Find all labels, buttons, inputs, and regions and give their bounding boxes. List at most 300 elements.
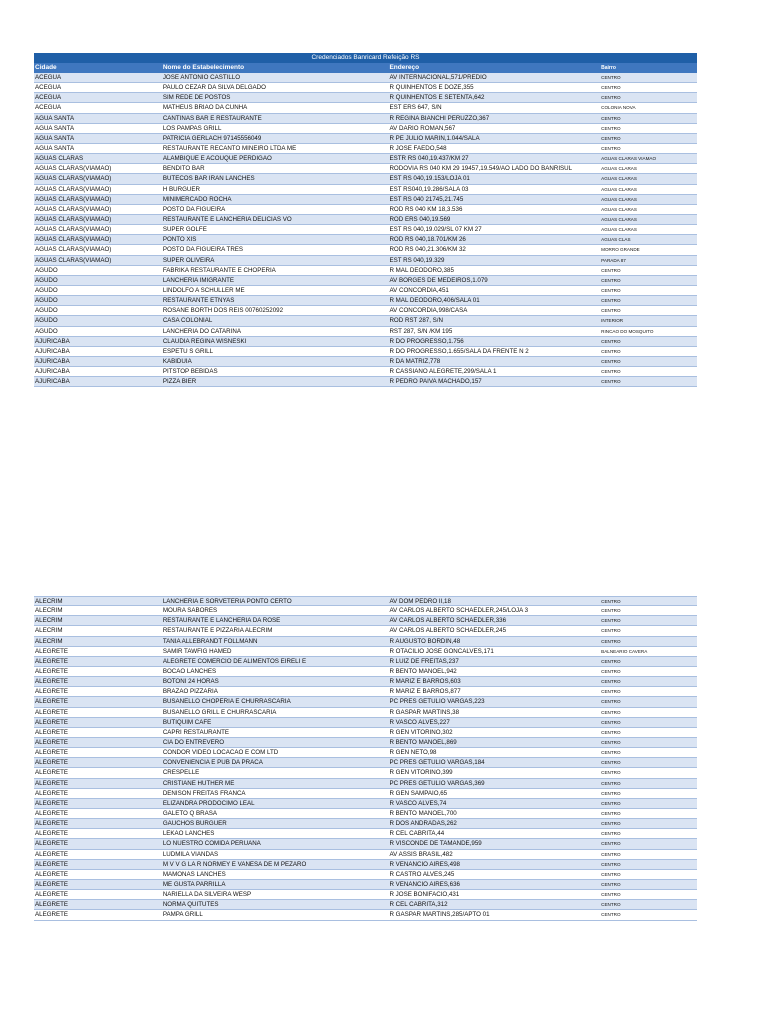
cell-endereco: R DA MATRIZ,778 — [389, 357, 441, 365]
cell-endereco: AV DARIO ROMAN,567 — [389, 124, 456, 132]
table-row — [34, 738, 697, 748]
cell-nome: CIA DO ENTREVERO — [162, 738, 225, 746]
cell-nome: LANCHERIA E SORVETERIA PONTO CERTO — [162, 598, 292, 605]
cell-endereco: R GEN VITORINO,399 — [389, 769, 453, 777]
cell-endereco: R GASPAR MARTINS,38 — [389, 708, 460, 716]
cell-bairro: CENTRO — [601, 750, 621, 756]
table-body-page2 — [34, 596, 697, 921]
cell-nome: RESTAURANTE E PIZZARIA ALECRIM — [162, 627, 273, 635]
cell-bairro: CENTRO — [601, 638, 621, 644]
table-row — [34, 286, 697, 296]
cell-endereco: ROD RST 287, S/N — [389, 317, 443, 325]
cell-bairro: INTERIOR — [601, 318, 624, 324]
cell-bairro: CENTRO — [601, 85, 621, 91]
cell-nome: M V V G LA R NORMEY E VANESA DE M PEZARO — [162, 860, 307, 868]
table-row — [34, 124, 697, 134]
cell-endereco: AV CONCORDIA,451 — [389, 286, 449, 294]
cell-cidade: ALEGRETE — [35, 657, 69, 665]
cell-nome: KABIDUIA — [162, 357, 192, 365]
cell-cidade: AJURICABA — [35, 368, 70, 376]
cell-bairro: CENTRO — [601, 790, 621, 796]
cell-bairro: CENTRO — [601, 902, 621, 908]
cell-endereco: R MAL DEODORO,385 — [389, 266, 454, 274]
cell-nome: SIM REDE DE POSTOS — [162, 94, 231, 102]
cell-nome: JOSE ANTONIO CASTILLO — [162, 74, 241, 81]
cell-nome: CASA COLONIAL — [162, 317, 213, 325]
cell-nome: POSTO DA FIGUEIRA TRES — [162, 246, 244, 254]
table-row — [34, 367, 697, 377]
table-header — [34, 63, 697, 73]
credenciados-table-page1 — [34, 53, 697, 387]
cell-cidade: AJURICABA — [35, 357, 70, 365]
table-row — [34, 890, 697, 900]
table-row — [34, 266, 697, 276]
cell-cidade: AGUAS CLARAS(VIAMAO) — [35, 215, 112, 223]
cell-nome: RESTAURANTE E LANCHERIA DA ROSE — [162, 617, 281, 625]
cell-cidade: AJURICABA — [35, 347, 70, 355]
cell-endereco: R DO PROGRESSO,1.655/SALA DA FRENTE N 2 — [389, 347, 529, 355]
cell-endereco: EST ERS 647, S/N — [389, 104, 442, 112]
cell-endereco: ROD RS 040,18.701/KM 26 — [389, 236, 466, 244]
cell-cidade: AGUDO — [35, 276, 58, 284]
cell-cidade: ALEGRETE — [35, 749, 69, 757]
cell-cidade: ALEGRETE — [35, 820, 69, 828]
cell-nome: RESTAURANTE ETNYAS — [162, 297, 235, 305]
cell-endereco: R DO PROGRESSO,1.756 — [389, 337, 464, 345]
cell-endereco: R BENTO MANOEL,869 — [389, 738, 457, 746]
cell-bairro: CENTRO — [601, 841, 621, 847]
cell-bairro: CENTRO — [601, 800, 621, 806]
table-row — [34, 799, 697, 809]
cell-cidade: ALECRIM — [35, 598, 63, 605]
cell-bairro: CENTRO — [601, 338, 621, 344]
cell-bairro: COLONIA NOVA — [601, 105, 636, 111]
cell-cidade: AGUDO — [35, 317, 58, 325]
cell-endereco: AV CARLOS ALBERTO SCHAEDLER,245 — [389, 627, 507, 635]
table-row — [34, 377, 697, 387]
cell-endereco: R BENTO MANOEL,700 — [389, 809, 457, 817]
cell-bairro: PARADA 87 — [601, 257, 626, 263]
table-row — [34, 215, 697, 225]
cell-endereco: R REGINA BIANCHI PERUZZO,367 — [389, 114, 490, 122]
cell-nome: LOS PAMPAS GRILL — [162, 124, 222, 132]
cell-endereco: R OTACILIO JOSE GONCALVES,171 — [389, 647, 494, 655]
cell-nome: PAULO CEZAR DA SILVA DELGADO — [162, 84, 266, 92]
table-title: Credenciados Banricard Refeição RS — [34, 53, 697, 63]
cell-bairro: AGUAS CLARAS — [601, 227, 637, 233]
cell-cidade: AGUAS CLARAS(VIAMAO) — [35, 195, 112, 203]
cell-bairro: CENTRO — [601, 770, 621, 776]
table-row — [34, 626, 697, 636]
table-row — [34, 637, 697, 647]
cell-endereco: ESTR RS 040,19.437/KM 27 — [389, 155, 469, 163]
cell-bairro: CENTRO — [601, 821, 621, 827]
cell-nome: MAMONAS LANCHES — [162, 870, 226, 878]
table-row — [34, 779, 697, 789]
table-body-page1 — [34, 73, 697, 387]
cell-nome: LO NUESTRO COMIDA PERUANA — [162, 840, 261, 848]
cell-bairro: CENTRO — [601, 95, 621, 101]
table-row — [34, 164, 697, 174]
cell-nome: CRESPELLE — [162, 769, 200, 777]
table-row — [34, 114, 697, 124]
cell-bairro: CENTRO — [601, 729, 621, 735]
cell-endereco: RST 287, S/N /KM 195 — [389, 327, 453, 335]
table-row — [34, 910, 697, 920]
table-row — [34, 860, 697, 870]
cell-nome: PIZZA BIER — [162, 378, 197, 386]
cell-nome: LANCHERIA DO CATARINA — [162, 327, 241, 335]
cell-bairro: CENTRO — [601, 679, 621, 685]
cell-nome: GALETO Q BRASA — [162, 809, 218, 817]
cell-bairro: CENTRO — [601, 135, 621, 141]
table-row — [34, 748, 697, 758]
cell-cidade: ALEGRETE — [35, 759, 69, 767]
header-cidade: Cidade — [35, 64, 57, 71]
cell-bairro: CENTRO — [601, 115, 621, 121]
cell-bairro: CENTRO — [601, 912, 621, 918]
cell-cidade: AGUAS CLARAS(VIAMAO) — [35, 165, 112, 173]
cell-cidade: AGUDO — [35, 327, 58, 335]
cell-cidade: ALEGRETE — [35, 891, 69, 899]
cell-bairro: BALNEARIO CAVERA — [601, 648, 648, 654]
cell-nome: DENISON FREITAS FRANCA — [162, 789, 246, 797]
cell-bairro: AGUAS CLARAS — [601, 206, 637, 212]
header-bairro: Bairro — [601, 65, 616, 71]
cell-bairro: CENTRO — [601, 780, 621, 786]
table-row — [34, 708, 697, 718]
header-endereco: Endereço — [389, 64, 420, 71]
cell-endereco: R CASTRO ALVES,245 — [389, 870, 455, 878]
table-row — [34, 195, 697, 205]
cell-nome: ROSANE BORTH DOS REIS 00760252092 — [162, 307, 284, 315]
header-nome: Nome do Estabelecimento — [162, 64, 245, 71]
cell-bairro: CENTRO — [601, 658, 621, 664]
table-row — [34, 758, 697, 768]
cell-endereco: R GEN VITORINO,302 — [389, 728, 453, 736]
table-row — [34, 839, 697, 849]
cell-endereco: R GEN NETO,98 — [389, 749, 437, 757]
table-row — [34, 606, 697, 616]
cell-bairro: CENTRO — [601, 689, 621, 695]
cell-bairro: CENTRO — [601, 861, 621, 867]
cell-cidade: ALEGRETE — [35, 688, 69, 696]
cell-endereco: PC PRES GETULIO VARGAS,223 — [389, 698, 485, 706]
cell-bairro: CENTRO — [601, 851, 621, 857]
cell-nome: NARIELLA DA SILVEIRA WESP — [162, 891, 252, 899]
cell-nome: SUPER GOLFE — [162, 226, 207, 234]
cell-nome: ELIZANDRA PRODOCIMO LEAL — [162, 799, 255, 807]
table-row — [34, 245, 697, 255]
cell-endereco: R AUGUSTO BORDIN,48 — [389, 637, 461, 645]
cell-nome: PAMPA GRILL — [162, 911, 203, 919]
cell-bairro: CENTRO — [601, 810, 621, 816]
cell-cidade: ALEGRETE — [35, 850, 69, 858]
table-row — [34, 134, 697, 144]
table-row — [34, 728, 697, 738]
cell-bairro: CENTRO — [601, 719, 621, 725]
cell-endereco: AV CARLOS ALBERTO SCHAEDLER,245/LOJA 3 — [389, 607, 529, 615]
cell-nome: H BURGUER — [162, 185, 200, 193]
table-row — [34, 327, 697, 337]
cell-endereco: AV DOM PEDRO II,18 — [389, 598, 451, 605]
cell-bairro: CENTRO — [601, 358, 621, 364]
cell-cidade: ALEGRETE — [35, 769, 69, 777]
cell-nome: BOTONI 24 HORAS — [162, 678, 219, 686]
cell-cidade: AGUAS CLARAS(VIAMAO) — [35, 175, 112, 183]
table-row — [34, 103, 697, 113]
cell-cidade: AGUAS CLARAS(VIAMAO) — [35, 185, 112, 193]
cell-nome: CANTINAS BAR E RESTAURANTE — [162, 114, 262, 122]
cell-nome: MINIMERCADO ROCHA — [162, 195, 232, 203]
cell-nome: ME GUSTA PARRILLA — [162, 880, 226, 888]
table-row — [34, 677, 697, 687]
cell-bairro: AGUAS CLARAS — [601, 216, 637, 222]
cell-endereco: R CASSIANO ALEGRETE,299/SALA 1 — [389, 368, 497, 376]
cell-cidade: AGUA SANTA — [35, 134, 75, 142]
cell-endereco: AV CARLOS ALBERTO SCHAEDLER,336 — [389, 617, 507, 625]
table-row — [34, 596, 697, 606]
cell-endereco: R PE JULIO MARIN,1.044/SALA — [389, 134, 480, 142]
cell-nome: BOCAO LANCHES — [162, 667, 217, 675]
cell-endereco: R MARIZ E BARROS,603 — [389, 678, 461, 686]
cell-cidade: AJURICABA — [35, 378, 70, 386]
table-row — [34, 687, 697, 697]
cell-bairro: CENTRO — [601, 760, 621, 766]
cell-cidade: ACEGUA — [35, 74, 62, 81]
cell-nome: ALEGRETE COMERCIO DE ALIMENTOS EIRELI E — [162, 657, 307, 665]
cell-bairro: AGUAS CLARAS — [601, 176, 637, 182]
cell-bairro: RINCAO DO MOSQUITO — [601, 328, 654, 334]
cell-endereco: AV INTERNACIONAL,571/PREDIO — [389, 74, 487, 81]
cell-cidade: ALEGRETE — [35, 799, 69, 807]
cell-bairro: CENTRO — [601, 831, 621, 837]
table-row — [34, 357, 697, 367]
cell-nome: SAMIR TAWFIG HAMED — [162, 647, 232, 655]
cell-nome: SUPER OLIVEIRA — [162, 256, 215, 264]
cell-cidade: ALEGRETE — [35, 667, 69, 675]
cell-endereco: R PEDRO PAIVA MACHADO,157 — [389, 378, 482, 386]
cell-bairro: CENTRO — [601, 348, 621, 354]
cell-bairro: AGUAS CLARAS — [601, 166, 637, 172]
cell-cidade: ALEGRETE — [35, 738, 69, 746]
cell-nome: CRISTIANE HUTHER ME — [162, 779, 235, 787]
cell-cidade: AGUAS CLARAS(VIAMAO) — [35, 246, 112, 254]
cell-bairro: CENTRO — [601, 709, 621, 715]
cell-nome: FABRIKA RESTAURANTE E CHOPERIA — [162, 266, 276, 274]
cell-nome: RESTAURANTE RECANTO MINEIRO LTDA ME — [162, 144, 297, 152]
cell-bairro: CENTRO — [601, 599, 621, 604]
cell-endereco: R VASCO ALVES,74 — [389, 799, 447, 807]
cell-bairro: CENTRO — [601, 308, 621, 314]
cell-endereco: R GEN SAMPAIO,65 — [389, 789, 448, 797]
cell-endereco: EST RS 040,19.329 — [389, 256, 445, 264]
cell-bairro: CENTRO — [601, 608, 621, 614]
cell-nome: RESTAURANTE E LANCHERIA DELICIAS VO — [162, 215, 292, 223]
cell-endereco: R CEL CABRITA,312 — [389, 901, 448, 909]
cell-endereco: R QUINHENTOS E DOZE,355 — [389, 84, 474, 92]
cell-nome: CONVENIENCIA E PUB DA PRACA — [162, 759, 263, 767]
cell-bairro: CENTRO — [601, 125, 621, 131]
table-row — [34, 73, 697, 83]
table-row — [34, 256, 697, 266]
cell-endereco: ROD ERS 040,19.569 — [389, 215, 451, 223]
cell-nome: BRAZAO PIZZARIA — [162, 688, 218, 696]
table-row — [34, 829, 697, 839]
cell-endereco: R DOS ANDRADAS,262 — [389, 820, 457, 828]
cell-cidade: ALEGRETE — [35, 718, 69, 726]
cell-bairro: CENTRO — [601, 298, 621, 304]
cell-cidade: AGUAS CLARAS(VIAMAO) — [35, 226, 112, 234]
table-row — [34, 789, 697, 799]
table-row — [34, 718, 697, 728]
cell-nome: ALAMBIQUE E ACOUQUE PERDIGAO — [162, 155, 272, 163]
cell-cidade: ALEGRETE — [35, 870, 69, 878]
cell-bairro: AGUAS CLARAS — [601, 186, 637, 192]
cell-bairro: AGUAS CLAS — [601, 237, 631, 243]
cell-endereco: R VISCONDE DE TAMANDE,959 — [389, 840, 482, 848]
cell-nome: GAUCHOS BURGUER — [162, 820, 227, 828]
table-row — [34, 296, 697, 306]
table-row — [34, 337, 697, 347]
cell-endereco: PC PRES GETULIO VARGAS,369 — [389, 779, 485, 787]
cell-endereco: EST RS 040,19.029/SL 07 KM 27 — [389, 226, 482, 234]
cell-nome: MOURA SABORES — [162, 607, 218, 615]
cell-nome: CLAUDIA REGINA WISNESKI — [162, 337, 247, 345]
cell-nome: NORMA QUITUTES — [162, 901, 219, 909]
cell-endereco: R JOSE FAEDO,548 — [389, 144, 447, 152]
cell-cidade: AJURICABA — [35, 337, 70, 345]
cell-bairro: CENTRO — [601, 75, 621, 80]
cell-endereco: EST RS 040,19.153/LOJA 01 — [389, 175, 470, 183]
cell-endereco: R JOSE BONIFACIO,431 — [389, 891, 460, 899]
cell-cidade: ALEGRETE — [35, 860, 69, 868]
cell-cidade: ALEGRETE — [35, 901, 69, 909]
table-row — [34, 235, 697, 245]
cell-bairro: CENTRO — [601, 379, 621, 385]
cell-nome: BUTECOS BAR IRAN LANCHES — [162, 175, 255, 183]
cell-cidade: AGUA SANTA — [35, 114, 75, 122]
cell-cidade: AGUA SANTA — [35, 144, 75, 152]
cell-endereco: R VENANCIO AIRES,636 — [389, 880, 460, 888]
table-row — [34, 347, 697, 357]
cell-nome: MATHEUS BRIAO DA CUNHA — [162, 104, 248, 112]
cell-cidade: AGUAS CLARAS(VIAMAO) — [35, 236, 112, 244]
cell-endereco: R GASPAR MARTINS,285/APTO 01 — [389, 911, 490, 919]
cell-nome: LINDOLFO A SCHULLER ME — [162, 286, 245, 294]
cell-bairro: AGUAS CLARAS — [601, 196, 637, 202]
cell-cidade: ACEGUA — [35, 104, 62, 112]
cell-cidade: ALEGRETE — [35, 708, 69, 716]
table-row — [34, 697, 697, 707]
cell-bairro: AGUAS CLARAS VIAMAO — [601, 156, 657, 162]
table-row — [34, 819, 697, 829]
cell-nome: PONTO XIS — [162, 236, 197, 244]
cell-nome: LANCHERIA IMIGRANTE — [162, 276, 234, 284]
table-row — [34, 768, 697, 778]
cell-cidade: ALEGRETE — [35, 728, 69, 736]
cell-cidade: ALEGRETE — [35, 880, 69, 888]
cell-endereco: R LUIZ DE FREITAS,237 — [389, 657, 459, 665]
cell-endereco: R CEL CABRITA,44 — [389, 830, 445, 838]
cell-endereco: EST RS040,19.286/SALA 03 — [389, 185, 469, 193]
cell-bairro: CENTRO — [601, 892, 621, 898]
cell-endereco: R VASCO ALVES,227 — [389, 718, 450, 726]
cell-cidade: ALECRIM — [35, 607, 63, 615]
cell-cidade: ALECRIM — [35, 637, 63, 645]
cell-bairro: CENTRO — [601, 145, 621, 151]
table-row — [34, 225, 697, 235]
cell-cidade: AGUDO — [35, 266, 58, 274]
cell-nome: LEKAO LANCHES — [162, 830, 215, 838]
cell-cidade: AGUDO — [35, 307, 58, 315]
cell-cidade: ALECRIM — [35, 627, 63, 635]
cell-nome: BUTIQUIM CAFE — [162, 718, 212, 726]
table-row — [34, 667, 697, 677]
cell-cidade: AGUDO — [35, 286, 58, 294]
cell-nome: POSTO DA FIGUEIRA — [162, 205, 226, 213]
cell-bairro: CENTRO — [601, 369, 621, 375]
table-row — [34, 657, 697, 667]
cell-endereco: RODOVIA RS 040 KM 29 19457,19.549/AO LADO DO BANRISUL — [389, 165, 573, 173]
cell-endereco: PC PRES GETULIO VARGAS,184 — [389, 759, 485, 767]
cell-nome: PITSTOP BEBIDAS — [162, 368, 218, 376]
cell-cidade: ALEGRETE — [35, 779, 69, 787]
cell-cidade: ALEGRETE — [35, 698, 69, 706]
table-row — [34, 93, 697, 103]
cell-nome: LUDMILA VIANDAS — [162, 850, 219, 858]
cell-endereco: ROD RS 040 KM 18,3.536 — [389, 205, 463, 213]
cell-nome: BUSANELLO CHOPERIA E CHURRASCARIA — [162, 698, 291, 706]
cell-endereco: AV BORGES DE MEDEIROS,1.079 — [389, 276, 488, 284]
cell-nome: CONDOR VIDEO LOCACAO E COM LTD — [162, 749, 279, 757]
table-row — [34, 809, 697, 819]
cell-bairro: CENTRO — [601, 628, 621, 634]
cell-bairro: CENTRO — [601, 881, 621, 887]
cell-endereco: AV ASSIS BRASIL,482 — [389, 850, 453, 858]
cell-nome: TANIA ALLEBRANDT FOLLMANN — [162, 637, 258, 645]
cell-endereco: R MAL DEODORO,406/SALA 01 — [389, 297, 480, 305]
cell-bairro: CENTRO — [601, 739, 621, 745]
cell-cidade: ALEGRETE — [35, 647, 69, 655]
cell-bairro: CENTRO — [601, 699, 621, 705]
cell-cidade: ALEGRETE — [35, 789, 69, 797]
cell-nome: BUSANELLO GRILL E CHURRASCARIA — [162, 708, 277, 716]
table-row — [34, 316, 697, 326]
table-row — [34, 647, 697, 657]
cell-endereco: R BENTO MANOEL,942 — [389, 667, 457, 675]
cell-bairro: MORRO GRANDE — [601, 247, 640, 253]
table-row — [34, 83, 697, 93]
table-row — [34, 306, 697, 316]
cell-cidade: ALEGRETE — [35, 830, 69, 838]
table-row — [34, 850, 697, 860]
cell-bairro: CENTRO — [601, 287, 621, 293]
cell-cidade: AGUAS CLARAS(VIAMAO) — [35, 256, 112, 264]
table-row — [34, 870, 697, 880]
table-row — [34, 900, 697, 910]
cell-cidade: ACEGUA — [35, 94, 62, 102]
cell-bairro: CENTRO — [601, 618, 621, 624]
table-row — [34, 154, 697, 164]
cell-endereco: AV CONCORDIA,998/CASA — [389, 307, 468, 315]
cell-endereco: ROD RS 040,21.306/KM 32 — [389, 246, 466, 254]
cell-cidade: ALEGRETE — [35, 911, 69, 919]
table-row — [34, 174, 697, 184]
table-row — [34, 144, 697, 154]
table-row — [34, 205, 697, 215]
cell-bairro: CENTRO — [601, 668, 621, 674]
